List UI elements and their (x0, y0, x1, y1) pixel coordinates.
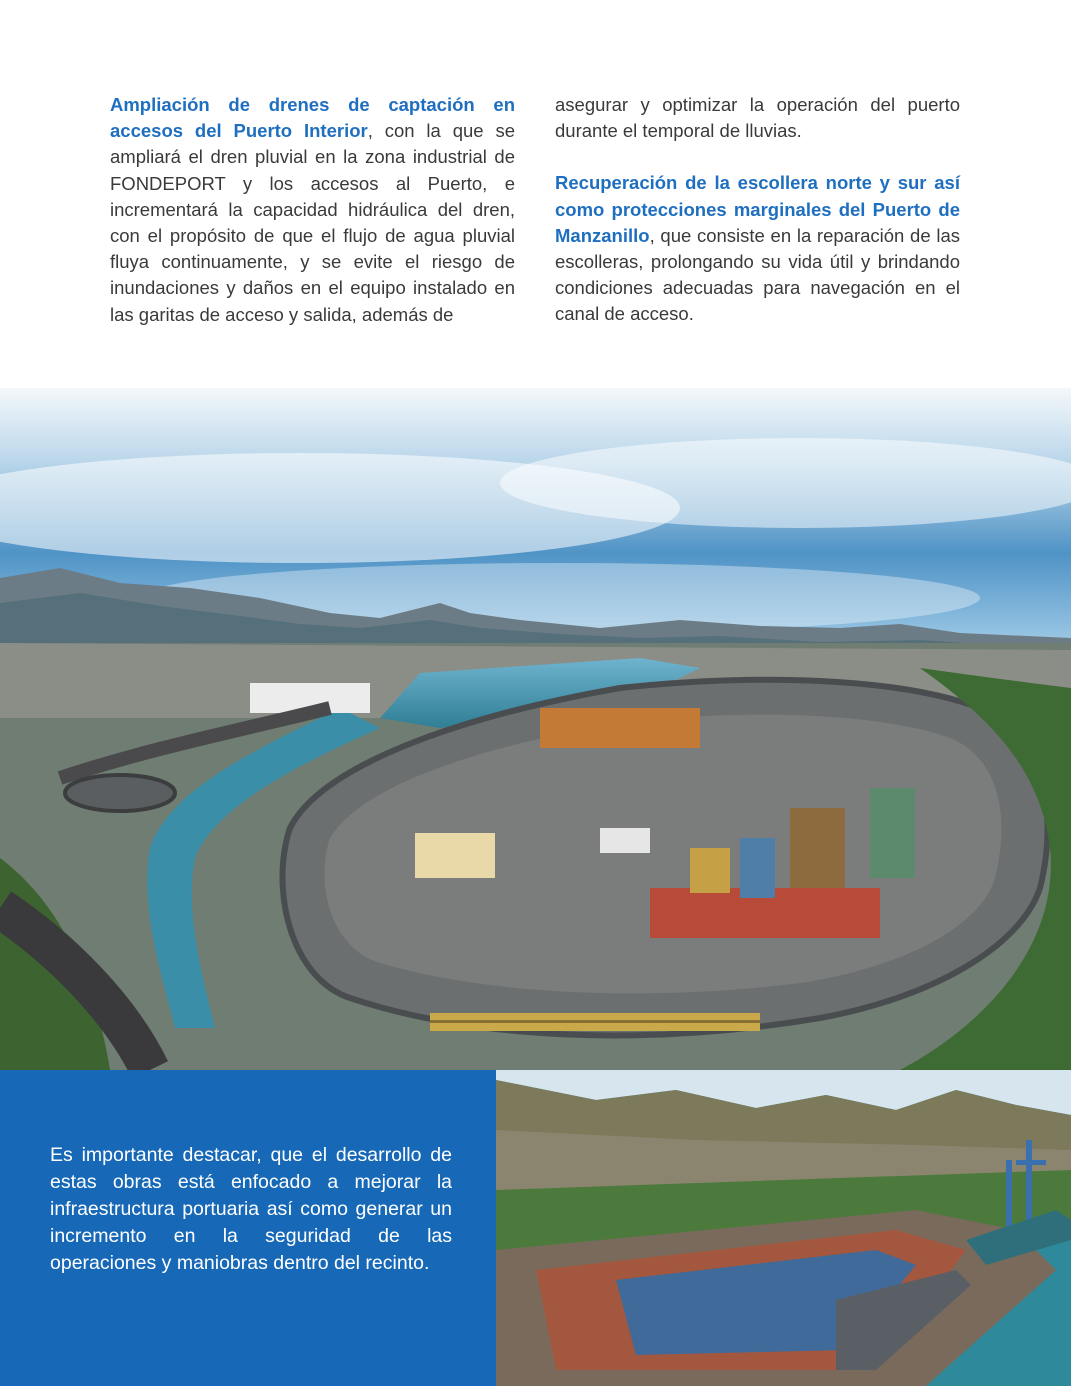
container-terminal-photo (496, 1070, 1071, 1386)
left-paragraph (110, 92, 515, 328)
left-body: , con la que se ampliará el dren pluvial en la zona industrial de FONDEPORT y los accesos al Puerto, e incrementará la capacidad hidráulica del dren, con el propósito de que el flujo de agua pluvial fluya continuamente, y se evite el riesgo de inundaciones y daños en el equipo instalado en las garitas de acceso y salida, además de (110, 120, 515, 325)
port-aerial-photo (0, 388, 1071, 1070)
right-body: , que consiste en la reparación de las escolleras, prolongando su vida útil y brindando condiciones adecuadas para navegación en el canal de acceso. (555, 224, 960, 325)
callout-text: Es importante destacar, que el desarrollo de estas obras está enfocado a mejorar la infraestructura portuaria así como generar un incremento en la seguridad de las operaciones y maniobras dentro del recinto. (50, 1144, 452, 1274)
callout-panel (0, 1070, 496, 1386)
left-highlight: Ampliación de drenes de captación en accesos del Puerto Interior (110, 94, 515, 142)
right-highlight: Recuperación de la escollera norte y sur así como protecciones marginales del Puerto de Manzanillo (555, 172, 960, 246)
left-column (110, 92, 515, 328)
right-paragraph (555, 170, 960, 327)
right-continuation: asegurar y optimizar la operación del puerto durante el temporal de lluvias. (555, 94, 960, 142)
right-column (555, 92, 960, 328)
